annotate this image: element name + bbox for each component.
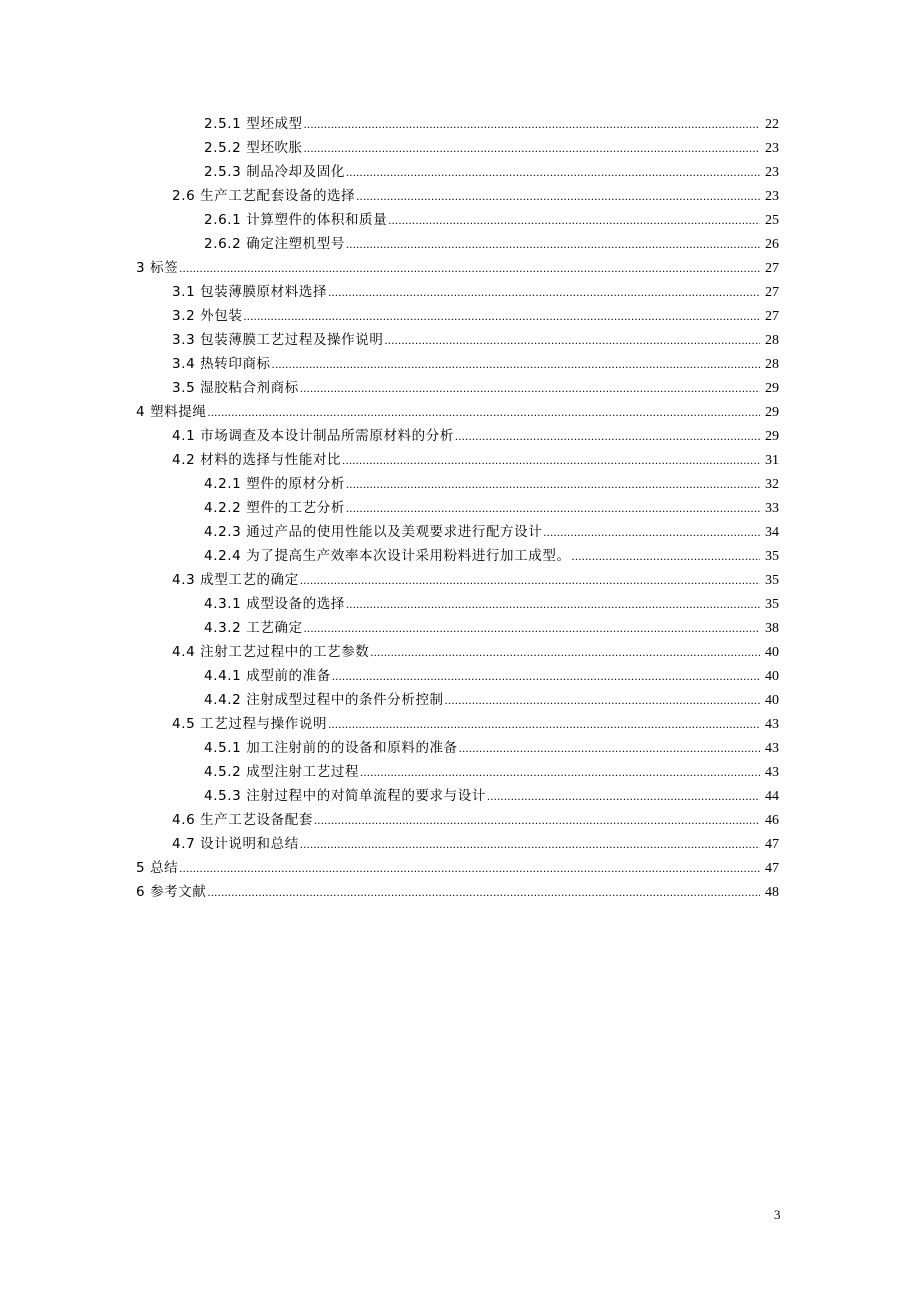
toc-entry[interactable] [0, 184, 920, 208]
toc-entry-title: 4.1 市场调查及本设计制品所需原材料的分析 [172, 428, 454, 444]
toc-entry-page: 40 [765, 669, 779, 684]
toc-entry[interactable] [0, 136, 920, 160]
toc-entry-title: 4.5.1 加工注射前的的设备和原料的准备 [204, 740, 458, 756]
toc-entry-page: 33 [765, 501, 779, 516]
toc-entry-title: 4 塑料提绳 [136, 404, 207, 420]
toc-entry-title: 3.5 湿胶粘合剂商标 [172, 380, 299, 396]
toc-dot-leader [314, 808, 760, 832]
toc-dot-leader [445, 688, 760, 712]
toc-entry-page: 29 [765, 429, 779, 444]
toc-dot-leader [572, 544, 760, 568]
toc-dot-leader [272, 352, 760, 376]
toc-entry-page: 27 [765, 309, 779, 324]
table-of-contents [0, 112, 920, 904]
toc-entry-page: 28 [765, 357, 779, 372]
toc-entry-page: 27 [765, 261, 779, 276]
toc-entry-title: 4.4 注射工艺过程中的工艺参数 [172, 644, 370, 660]
toc-entry[interactable] [0, 376, 920, 400]
toc-dot-leader [388, 208, 760, 232]
toc-dot-leader [328, 280, 760, 304]
toc-entry-title: 4.6 生产工艺设备配套 [172, 812, 313, 828]
toc-entry-title: 4.5 工艺过程与操作说明 [172, 716, 328, 732]
toc-entry-page: 27 [765, 285, 779, 300]
toc-entry-page: 43 [765, 741, 779, 756]
toc-entry-title: 4.5.3 注射过程中的对简单流程的要求与设计 [204, 788, 486, 804]
toc-dot-leader [243, 304, 760, 328]
toc-entry[interactable] [0, 208, 920, 232]
toc-entry-page: 26 [765, 237, 779, 252]
toc-dot-leader [304, 136, 760, 160]
toc-entry[interactable] [0, 472, 920, 496]
toc-entry[interactable] [0, 856, 920, 880]
toc-dot-leader [179, 856, 760, 880]
toc-entry-page: 35 [765, 573, 779, 588]
toc-entry-title: 3.1 包装薄膜原材料选择 [172, 284, 328, 300]
toc-entry[interactable] [0, 760, 920, 784]
toc-entry-page: 40 [765, 645, 779, 660]
toc-entry-title: 5 总结 [136, 860, 179, 876]
toc-entry-title: 3 标签 [136, 260, 179, 276]
toc-entry[interactable] [0, 424, 920, 448]
toc-entry-page: 22 [765, 117, 779, 132]
toc-entry-title: 6 参考文献 [136, 884, 207, 900]
toc-entry-title: 4.5.2 成型注射工艺过程 [204, 764, 360, 780]
toc-entry[interactable] [0, 496, 920, 520]
toc-entry-title: 4.7 设计说明和总结 [172, 836, 299, 852]
toc-entry-title: 4.3.2 工艺确定 [204, 620, 303, 636]
toc-entry-page: 48 [765, 885, 779, 900]
toc-entry-page: 47 [765, 861, 779, 876]
toc-entry[interactable] [0, 832, 920, 856]
toc-entry-page: 29 [765, 405, 779, 420]
toc-entry[interactable] [0, 256, 920, 280]
toc-entry-page: 25 [765, 213, 779, 228]
toc-dot-leader [300, 376, 760, 400]
toc-entry[interactable] [0, 280, 920, 304]
toc-entry[interactable] [0, 232, 920, 256]
toc-entry-title: 4.2.1 塑件的原材分析 [204, 476, 345, 492]
toc-entry[interactable] [0, 544, 920, 568]
toc-dot-leader [356, 184, 760, 208]
toc-entry-page: 35 [765, 549, 779, 564]
toc-entry[interactable] [0, 688, 920, 712]
toc-dot-leader [459, 736, 760, 760]
toc-dot-leader [346, 496, 760, 520]
toc-dot-leader [346, 592, 760, 616]
toc-dot-leader [300, 832, 760, 856]
toc-dot-leader [304, 112, 760, 136]
toc-entry-title: 2.6.2 确定注塑机型号 [204, 236, 345, 252]
toc-entry-title: 2.6 生产工艺配套设备的选择 [172, 188, 356, 204]
toc-entry-page: 23 [765, 189, 779, 204]
toc-entry[interactable] [0, 400, 920, 424]
toc-entry-page: 44 [765, 789, 779, 804]
toc-entry-page: 47 [765, 837, 779, 852]
toc-entry-page: 40 [765, 693, 779, 708]
toc-entry[interactable] [0, 808, 920, 832]
toc-dot-leader [346, 472, 760, 496]
toc-entry-title: 4.2.2 塑件的工艺分析 [204, 500, 345, 516]
page-number: 3 [774, 1207, 781, 1222]
toc-dot-leader [346, 160, 760, 184]
toc-entry[interactable] [0, 112, 920, 136]
toc-entry-title: 2.6.1 计算塑件的体积和质量 [204, 212, 388, 228]
toc-entry-title: 3.3 包装薄膜工艺过程及操作说明 [172, 332, 384, 348]
toc-entry-title: 4.3.1 成型设备的选择 [204, 596, 345, 612]
toc-entry-title: 4.4.1 成型前的准备 [204, 668, 331, 684]
toc-dot-leader [332, 664, 760, 688]
toc-entry-page: 46 [765, 813, 779, 828]
toc-entry[interactable] [0, 448, 920, 472]
toc-entry-page: 23 [765, 141, 779, 156]
toc-entry-page: 43 [765, 717, 779, 732]
toc-dot-leader [487, 784, 760, 808]
toc-entry[interactable] [0, 616, 920, 640]
toc-entry[interactable] [0, 592, 920, 616]
toc-entry-page: 34 [765, 525, 779, 540]
toc-entry-title: 4.2.4 为了提高生产效率本次设计采用粉料进行加工成型。 [204, 548, 571, 564]
toc-entry-title: 2.5.3 制品冷却及固化 [204, 164, 345, 180]
toc-entry[interactable] [0, 736, 920, 760]
toc-dot-leader [328, 712, 760, 736]
toc-entry-page: 35 [765, 597, 779, 612]
toc-entry-page: 32 [765, 477, 779, 492]
toc-dot-leader [384, 328, 760, 352]
toc-dot-leader [207, 400, 760, 424]
toc-entry-page: 29 [765, 381, 779, 396]
toc-dot-leader [346, 232, 760, 256]
toc-entry[interactable] [0, 664, 920, 688]
toc-entry-page: 31 [765, 453, 779, 468]
toc-entry-title: 3.4 热转印商标 [172, 356, 271, 372]
toc-entry[interactable] [0, 328, 920, 352]
toc-entry-page: 43 [765, 765, 779, 780]
toc-entry[interactable] [0, 640, 920, 664]
toc-entry[interactable] [0, 160, 920, 184]
toc-entry-title: 4.4.2 注射成型过程中的条件分析控制 [204, 692, 444, 708]
toc-dot-leader [342, 448, 760, 472]
toc-entry[interactable] [0, 352, 920, 376]
toc-dot-leader [360, 760, 760, 784]
toc-entry[interactable] [0, 568, 920, 592]
toc-dot-leader [304, 616, 760, 640]
toc-entry[interactable] [0, 520, 920, 544]
toc-dot-leader [179, 256, 760, 280]
toc-entry-title: 4.2.3 通过产品的使用性能以及美观要求进行配方设计 [204, 524, 543, 540]
toc-entry-title: 4.3 成型工艺的确定 [172, 572, 299, 588]
toc-entry-page: 38 [765, 621, 779, 636]
toc-entry-title: 2.5.1 型坯成型 [204, 116, 303, 132]
toc-entry-page: 28 [765, 333, 779, 348]
toc-entry-title: 3.2 外包装 [172, 308, 243, 324]
toc-entry[interactable] [0, 712, 920, 736]
toc-dot-leader [543, 520, 760, 544]
toc-dot-leader [370, 640, 760, 664]
toc-entry[interactable] [0, 304, 920, 328]
toc-entry[interactable] [0, 880, 920, 904]
toc-entry-title: 2.5.2 型坯吹胀 [204, 140, 303, 156]
toc-entry[interactable] [0, 784, 920, 808]
toc-dot-leader [455, 424, 760, 448]
toc-entry-page: 23 [765, 165, 779, 180]
toc-entry-title: 4.2 材料的选择与性能对比 [172, 452, 342, 468]
toc-dot-leader [300, 568, 760, 592]
toc-dot-leader [207, 880, 760, 904]
